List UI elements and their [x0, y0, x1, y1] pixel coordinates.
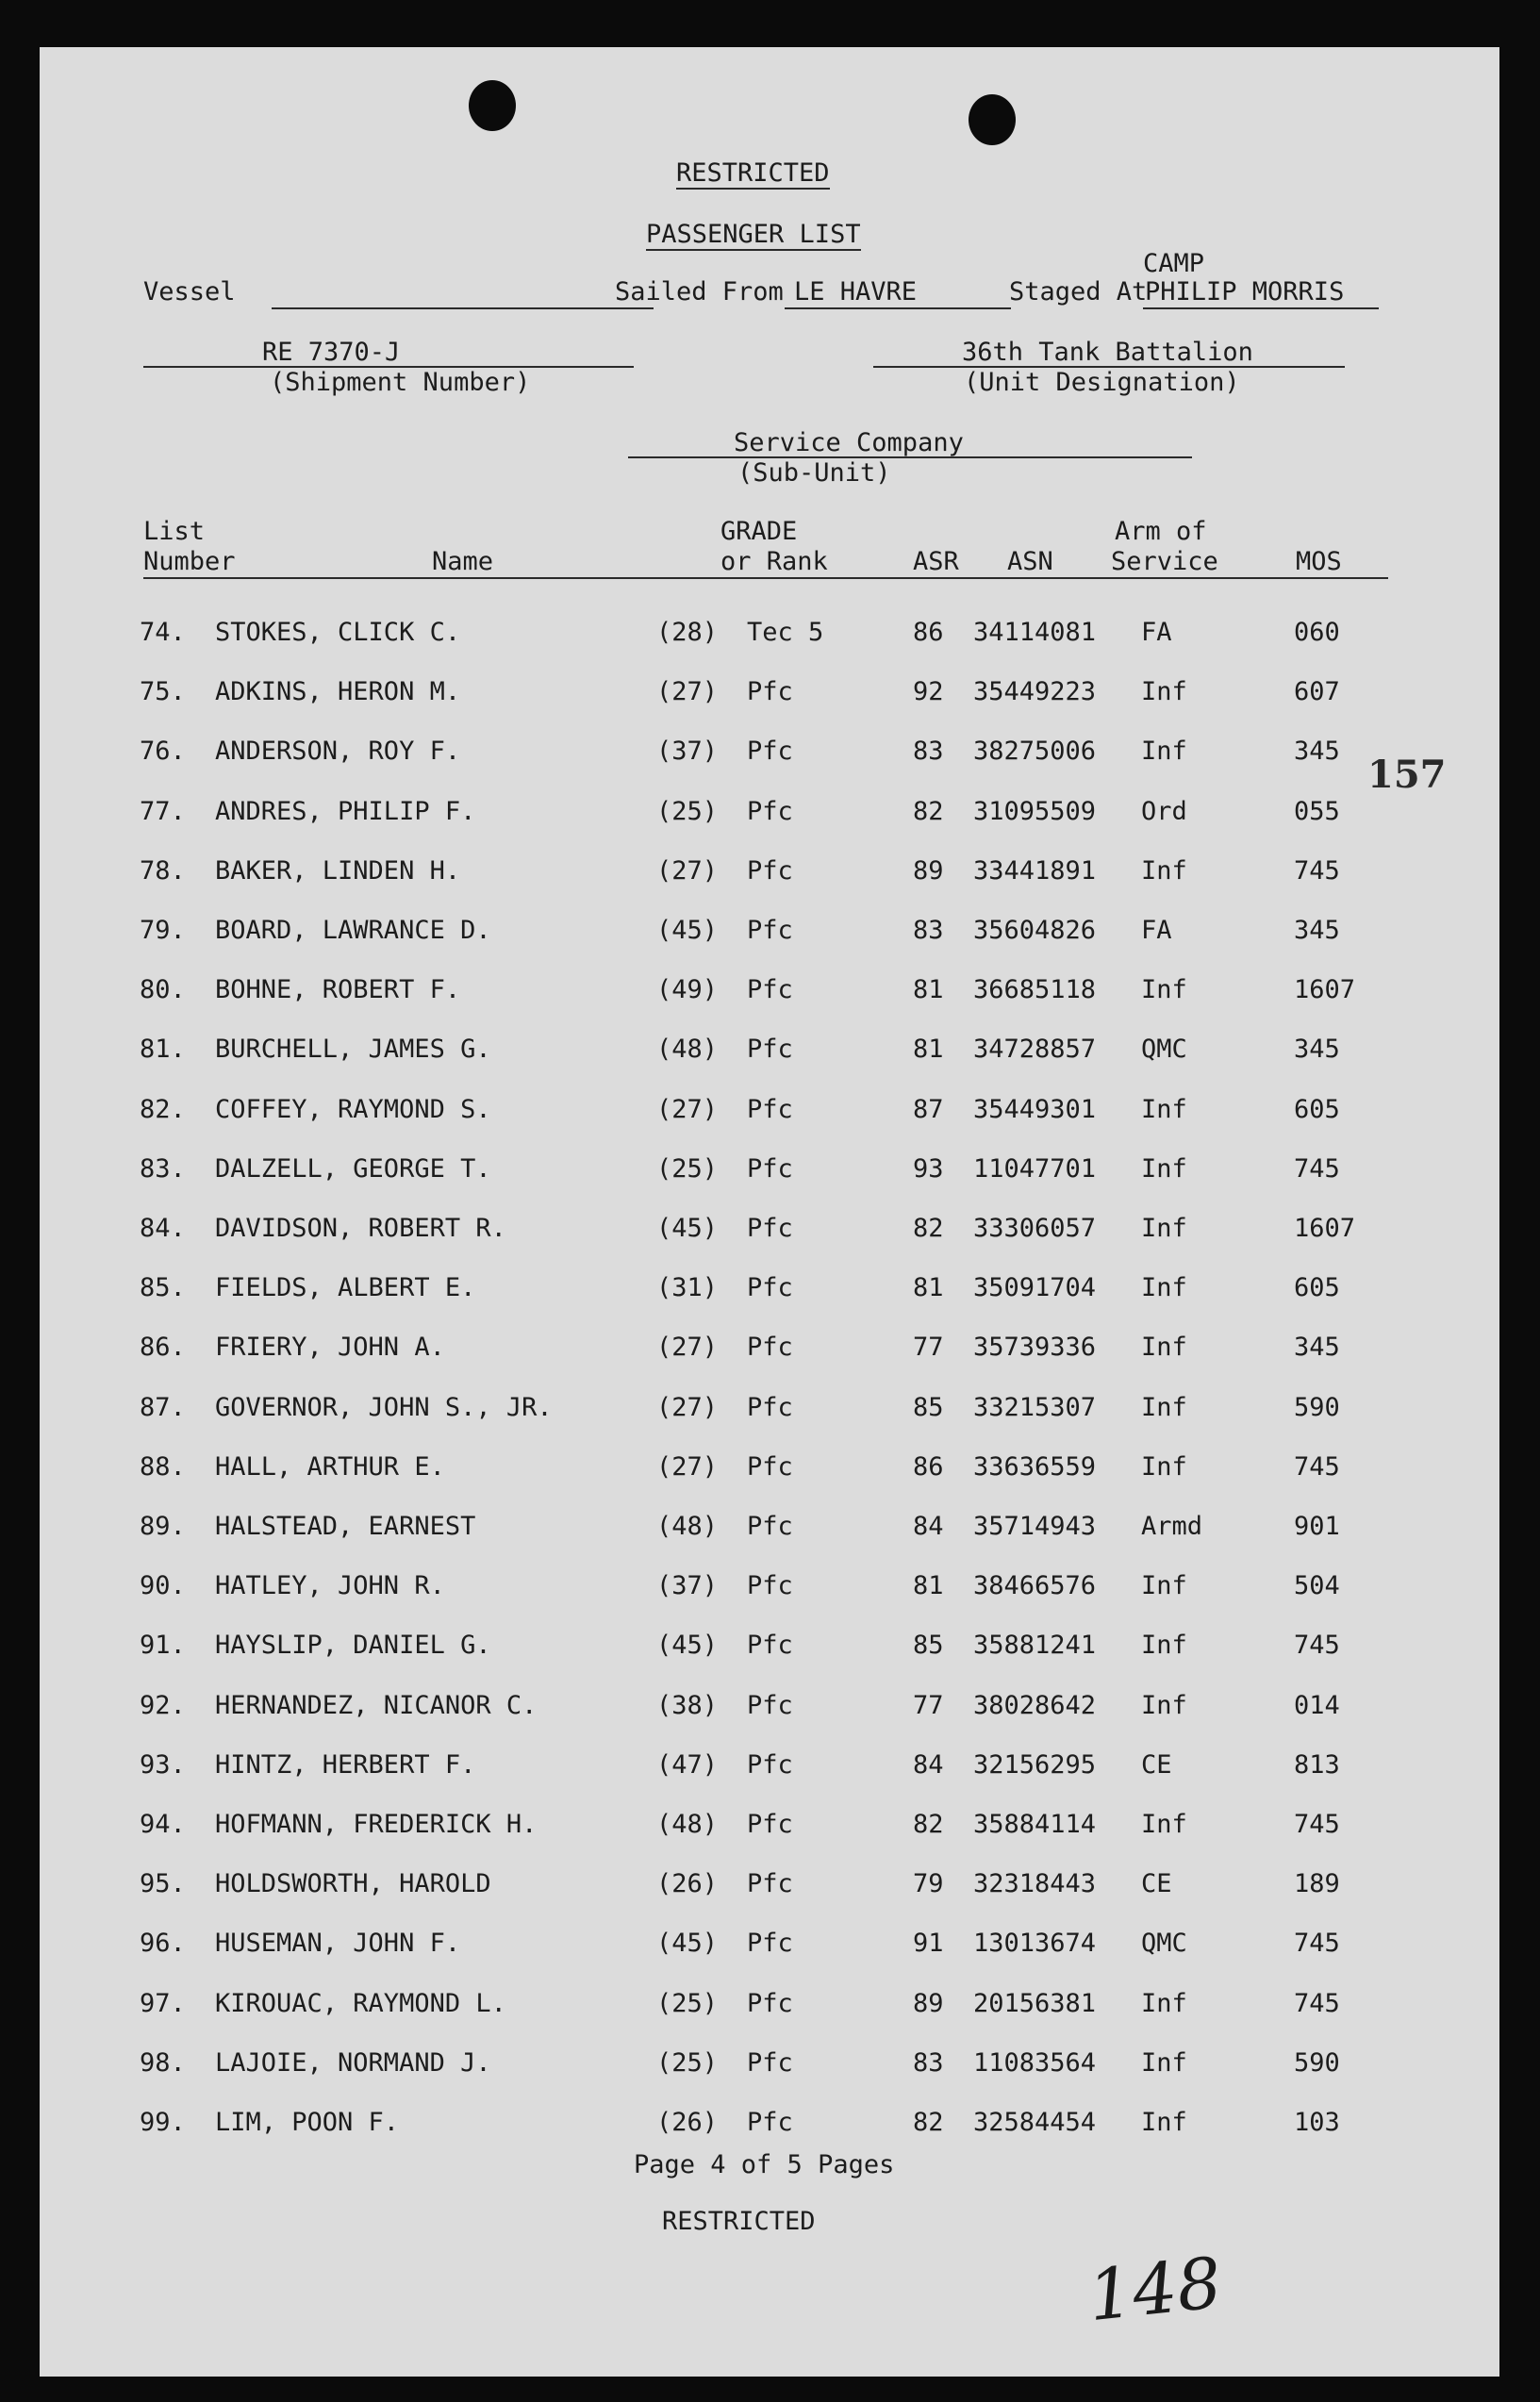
- asr: 82: [913, 1214, 944, 1243]
- table-row: [40, 2048, 1499, 2086]
- mos: 607: [1294, 677, 1340, 707]
- list-number: 92.: [140, 1690, 186, 1720]
- table-row: [40, 1095, 1499, 1133]
- age: (49): [656, 975, 719, 1005]
- mos: 345: [1294, 916, 1340, 945]
- asr: 81: [913, 975, 944, 1005]
- grade: Pfc: [747, 1690, 793, 1720]
- list-number: 87.: [140, 1392, 186, 1422]
- passenger-name: BAKER, LINDEN H.: [215, 855, 461, 886]
- list-number: 98.: [140, 2047, 186, 2078]
- col-arm-1: Arm of: [1115, 517, 1207, 546]
- mos: 745: [1294, 1810, 1340, 1839]
- passenger-name: BOARD, LAWRANCE D.: [215, 916, 491, 945]
- age: (31): [656, 1273, 719, 1303]
- passenger-name: HAYSLIP, DANIEL G.: [215, 1631, 491, 1661]
- arm-of-service: QMC: [1141, 1929, 1187, 1959]
- list-number: 82.: [140, 1094, 186, 1124]
- asn: 38028642: [973, 1690, 1097, 1720]
- passenger-name: COFFEY, RAYMOND S.: [215, 1094, 491, 1124]
- asn: 13013674: [973, 1929, 1097, 1959]
- classification-bottom: RESTRICTED: [662, 2207, 816, 2236]
- list-number: 83.: [140, 1153, 186, 1184]
- grade: Pfc: [747, 855, 793, 886]
- mos: 055: [1294, 796, 1340, 826]
- table-row: [40, 1273, 1499, 1311]
- passenger-name: HERNANDEZ, NICANOR C.: [215, 1690, 538, 1720]
- asr: 79: [913, 1869, 944, 1899]
- age: (37): [656, 1571, 719, 1601]
- grade: Pfc: [747, 1392, 793, 1422]
- table-row: [40, 1214, 1499, 1251]
- list-number: 80.: [140, 975, 186, 1005]
- staged-at-label: Staged At: [1009, 277, 1148, 306]
- asn: 31095509: [973, 796, 1097, 826]
- shipment-number-label: (Shipment Number): [270, 368, 531, 397]
- page-footer: Page 4 of 5 Pages: [634, 2150, 895, 2179]
- arm-of-service: Inf: [1141, 1451, 1187, 1482]
- table-row: [40, 916, 1499, 953]
- grade: Pfc: [747, 1153, 793, 1184]
- arm-of-service: Inf: [1141, 1571, 1187, 1601]
- passenger-name: HALL, ARTHUR E.: [215, 1451, 445, 1482]
- asn: 11047701: [973, 1153, 1097, 1184]
- arm-of-service: QMC: [1141, 1035, 1187, 1065]
- list-number: 85.: [140, 1273, 186, 1303]
- age: (28): [656, 618, 719, 647]
- asr: 92: [913, 677, 944, 707]
- asr: 93: [913, 1153, 944, 1184]
- asn: 35449223: [973, 677, 1097, 707]
- stamp-number: 157: [1367, 753, 1447, 797]
- asr: 86: [913, 618, 944, 647]
- list-number: 77.: [140, 796, 186, 826]
- asr: 83: [913, 2047, 944, 2078]
- asr: 83: [913, 737, 944, 767]
- sailed-from-label: Sailed From: [615, 277, 784, 306]
- grade: Pfc: [747, 1631, 793, 1661]
- grade: Pfc: [747, 737, 793, 767]
- mos: 605: [1294, 1273, 1340, 1303]
- table-row: [40, 1035, 1499, 1072]
- age: (25): [656, 1988, 719, 2018]
- grade: Pfc: [747, 1571, 793, 1601]
- list-number: 90.: [140, 1571, 186, 1601]
- sub-unit-line: [628, 456, 1192, 458]
- arm-of-service: Inf: [1141, 1273, 1187, 1303]
- passenger-name: GOVERNOR, JOHN S., JR.: [215, 1392, 553, 1422]
- passenger-name: HUSEMAN, JOHN F.: [215, 1929, 461, 1959]
- age: (25): [656, 796, 719, 826]
- asr: 82: [913, 2108, 944, 2137]
- grade: Pfc: [747, 1214, 793, 1243]
- arm-of-service: Inf: [1141, 1810, 1187, 1839]
- asr: 89: [913, 1988, 944, 2018]
- mos: 345: [1294, 737, 1340, 767]
- mos: 901: [1294, 1512, 1340, 1541]
- table-row: [40, 1333, 1499, 1370]
- arm-of-service: Inf: [1141, 2108, 1187, 2137]
- table-row: [40, 618, 1499, 655]
- asn: 35739336: [973, 1333, 1097, 1363]
- asr: 85: [913, 1631, 944, 1661]
- asr: 77: [913, 1690, 944, 1720]
- age: (27): [656, 855, 719, 886]
- age: (48): [656, 1512, 719, 1541]
- asn: 32584454: [973, 2108, 1097, 2137]
- asn: 35714943: [973, 1512, 1097, 1541]
- mos: 745: [1294, 1451, 1340, 1482]
- age: (37): [656, 737, 719, 767]
- mos: 745: [1294, 1153, 1340, 1184]
- arm-of-service: Inf: [1141, 1214, 1187, 1243]
- age: (26): [656, 2108, 719, 2137]
- page-title: PASSENGER LIST: [646, 220, 861, 249]
- header-rule: [143, 577, 1388, 579]
- punch-hole-left: [469, 80, 516, 131]
- passenger-name: HINTZ, HERBERT F.: [215, 1749, 476, 1780]
- table-row: [40, 1810, 1499, 1847]
- asn: 34728857: [973, 1035, 1097, 1065]
- asn: 20156381: [973, 1988, 1097, 2018]
- age: (38): [656, 1690, 719, 1720]
- grade: Pfc: [747, 677, 793, 707]
- sub-unit-label: (Sub-Unit): [737, 458, 891, 488]
- asr: 86: [913, 1451, 944, 1482]
- table-row: [40, 975, 1499, 1013]
- grade: Pfc: [747, 1810, 793, 1839]
- asr: 81: [913, 1035, 944, 1065]
- age: (48): [656, 1035, 719, 1065]
- table-row: [40, 1989, 1499, 2027]
- mos: 103: [1294, 2108, 1340, 2137]
- asr: 77: [913, 1333, 944, 1363]
- arm-of-service: Inf: [1141, 1153, 1187, 1184]
- asn: 32318443: [973, 1869, 1097, 1899]
- mos: 590: [1294, 2047, 1340, 2078]
- document-page: [40, 47, 1499, 2377]
- asn: 33636559: [973, 1451, 1097, 1482]
- arm-of-service: Inf: [1141, 1392, 1187, 1422]
- sub-unit: Service Company: [734, 428, 964, 457]
- arm-of-service: Inf: [1141, 1631, 1187, 1661]
- col-arm-2: Service: [1111, 547, 1218, 576]
- staged-at-value: PHILIP MORRIS: [1145, 277, 1345, 306]
- passenger-name: KIROUAC, RAYMOND L.: [215, 1988, 506, 2018]
- arm-of-service: Inf: [1141, 975, 1187, 1005]
- list-number: 81.: [140, 1035, 186, 1065]
- sailed-from-value: LE HAVRE: [794, 277, 918, 306]
- list-number: 84.: [140, 1214, 186, 1243]
- mos: 189: [1294, 1869, 1340, 1899]
- age: (45): [656, 1214, 719, 1243]
- mos: 504: [1294, 1571, 1340, 1601]
- col-asr: ASR: [913, 547, 959, 576]
- list-number: 75.: [140, 677, 186, 707]
- passenger-name: ANDRES, PHILIP F.: [215, 796, 476, 826]
- passenger-name: HALSTEAD, EARNEST: [215, 1512, 476, 1541]
- age: (48): [656, 1810, 719, 1839]
- asr: 85: [913, 1392, 944, 1422]
- asr: 83: [913, 916, 944, 945]
- staged-at-line: [1143, 307, 1379, 309]
- grade: Pfc: [747, 1988, 793, 2018]
- age: (25): [656, 1153, 719, 1184]
- mos: 745: [1294, 1631, 1340, 1661]
- asn: 35449301: [973, 1094, 1097, 1124]
- table-row: [40, 856, 1499, 894]
- list-number: 93.: [140, 1749, 186, 1780]
- asr: 84: [913, 1749, 944, 1780]
- table-row: [40, 1929, 1499, 1966]
- asn: 34114081: [973, 618, 1097, 647]
- vessel-label: Vessel: [143, 277, 236, 306]
- table-row: [40, 1691, 1499, 1729]
- age: (27): [656, 1451, 719, 1482]
- mos: 745: [1294, 1988, 1340, 2018]
- list-number: 74.: [140, 618, 186, 647]
- arm-of-service: FA: [1141, 618, 1172, 647]
- table-row: [40, 1571, 1499, 1609]
- asn: 35884114: [973, 1810, 1097, 1839]
- age: (26): [656, 1869, 719, 1899]
- grade: Pfc: [747, 1035, 793, 1065]
- grade: Pfc: [747, 1869, 793, 1899]
- arm-of-service: Inf: [1141, 1094, 1187, 1124]
- col-list-2: Number: [143, 547, 236, 576]
- asn: 35881241: [973, 1631, 1097, 1661]
- passenger-name: BURCHELL, JAMES G.: [215, 1035, 491, 1065]
- table-row: [40, 1452, 1499, 1490]
- asn: 35604826: [973, 916, 1097, 945]
- grade: Pfc: [747, 1333, 793, 1363]
- asn: 38466576: [973, 1571, 1097, 1601]
- asr: 84: [913, 1512, 944, 1541]
- asr: 82: [913, 796, 944, 826]
- age: (27): [656, 1333, 719, 1363]
- list-number: 99.: [140, 2108, 186, 2137]
- asr: 87: [913, 1094, 944, 1124]
- grade: Tec 5: [747, 618, 824, 647]
- asn: 11083564: [973, 2047, 1097, 2078]
- asn: 33441891: [973, 855, 1097, 886]
- passenger-name: LIM, POON F.: [215, 2108, 400, 2137]
- arm-of-service: Inf: [1141, 677, 1187, 707]
- col-asn: ASN: [1007, 547, 1053, 576]
- col-name: Name: [432, 547, 494, 576]
- table-row: [40, 1631, 1499, 1668]
- arm-of-service: Inf: [1141, 2047, 1187, 2078]
- asr: 81: [913, 1273, 944, 1303]
- age: (27): [656, 677, 719, 707]
- grade: Pfc: [747, 1749, 793, 1780]
- grade: Pfc: [747, 916, 793, 945]
- arm-of-service: FA: [1141, 916, 1172, 945]
- asn: 33215307: [973, 1392, 1097, 1422]
- table-row: [40, 737, 1499, 774]
- asn: 35091704: [973, 1273, 1097, 1303]
- vessel-blank-line: [272, 307, 654, 309]
- age: (45): [656, 1929, 719, 1959]
- mos: 345: [1294, 1333, 1340, 1363]
- list-number: 89.: [140, 1512, 186, 1541]
- unit-designation: 36th Tank Battalion: [962, 338, 1253, 367]
- grade: Pfc: [747, 1512, 793, 1541]
- age: (27): [656, 1392, 719, 1422]
- arm-of-service: Inf: [1141, 855, 1187, 886]
- list-number: 86.: [140, 1333, 186, 1363]
- age: (45): [656, 916, 719, 945]
- passenger-name: HOLDSWORTH, HAROLD: [215, 1869, 491, 1899]
- asr: 81: [913, 1571, 944, 1601]
- asn: 33306057: [973, 1214, 1097, 1243]
- list-number: 96.: [140, 1929, 186, 1959]
- col-mos: MOS: [1296, 547, 1342, 576]
- sailed-from-line: [785, 307, 1011, 309]
- grade: Pfc: [747, 796, 793, 826]
- arm-of-service: Inf: [1141, 737, 1187, 767]
- list-number: 88.: [140, 1451, 186, 1482]
- classification-top: RESTRICTED: [676, 158, 830, 188]
- age: (47): [656, 1749, 719, 1780]
- table-row: [40, 677, 1499, 715]
- age: (45): [656, 1631, 719, 1661]
- mos: 813: [1294, 1749, 1340, 1780]
- passenger-name: ADKINS, HERON M.: [215, 677, 461, 707]
- passenger-name: HATLEY, JOHN R.: [215, 1571, 445, 1601]
- arm-of-service: CE: [1141, 1869, 1172, 1899]
- age: (27): [656, 1094, 719, 1124]
- handwritten-number: 148: [1084, 2242, 1226, 2338]
- passenger-name: HOFMANN, FREDERICK H.: [215, 1810, 538, 1839]
- list-number: 95.: [140, 1869, 186, 1899]
- list-number: 97.: [140, 1988, 186, 2018]
- mos: 745: [1294, 855, 1340, 886]
- arm-of-service: Inf: [1141, 1333, 1187, 1363]
- shipment-number: RE 7370-J: [262, 338, 401, 367]
- table-row: [40, 2108, 1499, 2145]
- passenger-name: STOKES, CLICK C.: [215, 618, 461, 647]
- asn: 32156295: [973, 1749, 1097, 1780]
- mos: 060: [1294, 618, 1340, 647]
- passenger-name: DAVIDSON, ROBERT R.: [215, 1214, 506, 1243]
- mos: 1607: [1294, 975, 1356, 1005]
- passenger-name: FIELDS, ALBERT E.: [215, 1273, 476, 1303]
- passenger-name: BOHNE, ROBERT F.: [215, 975, 461, 1005]
- grade: Pfc: [747, 2047, 793, 2078]
- col-list-1: List: [143, 517, 206, 546]
- passenger-name: DALZELL, GEORGE T.: [215, 1153, 491, 1184]
- asr: 82: [913, 1810, 944, 1839]
- grade: Pfc: [747, 1273, 793, 1303]
- punch-hole-right: [969, 94, 1016, 145]
- mos: 745: [1294, 1929, 1340, 1959]
- col-grade-1: GRADE: [720, 517, 798, 546]
- mos: 605: [1294, 1094, 1340, 1124]
- mos: 345: [1294, 1035, 1340, 1065]
- list-number: 91.: [140, 1631, 186, 1661]
- arm-of-service: CE: [1141, 1749, 1172, 1780]
- arm-of-service: Inf: [1141, 1988, 1187, 2018]
- grade: Pfc: [747, 1451, 793, 1482]
- table-row: [40, 797, 1499, 835]
- mos: 014: [1294, 1690, 1340, 1720]
- grade: Pfc: [747, 1929, 793, 1959]
- list-number: 76.: [140, 737, 186, 767]
- table-row: [40, 1154, 1499, 1192]
- passenger-name: FRIERY, JOHN A.: [215, 1333, 445, 1363]
- arm-of-service: Armd: [1141, 1512, 1203, 1541]
- arm-of-service: Ord: [1141, 796, 1187, 826]
- passenger-name: LAJOIE, NORMAND J.: [215, 2047, 491, 2078]
- grade: Pfc: [747, 975, 793, 1005]
- arm-of-service: Inf: [1141, 1690, 1187, 1720]
- mos: 1607: [1294, 1214, 1356, 1243]
- table-row: [40, 1869, 1499, 1907]
- passenger-name: ANDERSON, ROY F.: [215, 737, 461, 767]
- list-number: 79.: [140, 916, 186, 945]
- asr: 91: [913, 1929, 944, 1959]
- asn: 38275006: [973, 737, 1097, 767]
- table-row: [40, 1750, 1499, 1788]
- col-grade-2: or Rank: [720, 547, 828, 576]
- mos: 590: [1294, 1392, 1340, 1422]
- age: (25): [656, 2047, 719, 2078]
- grade: Pfc: [747, 1094, 793, 1124]
- table-row: [40, 1512, 1499, 1549]
- list-number: 78.: [140, 855, 186, 886]
- list-number: 94.: [140, 1810, 186, 1839]
- grade: Pfc: [747, 2108, 793, 2137]
- unit-designation-label: (Unit Designation): [964, 368, 1240, 397]
- camp-label: CAMP: [1143, 249, 1205, 278]
- table-row: [40, 1393, 1499, 1431]
- asn: 36685118: [973, 975, 1097, 1005]
- asr: 89: [913, 855, 944, 886]
